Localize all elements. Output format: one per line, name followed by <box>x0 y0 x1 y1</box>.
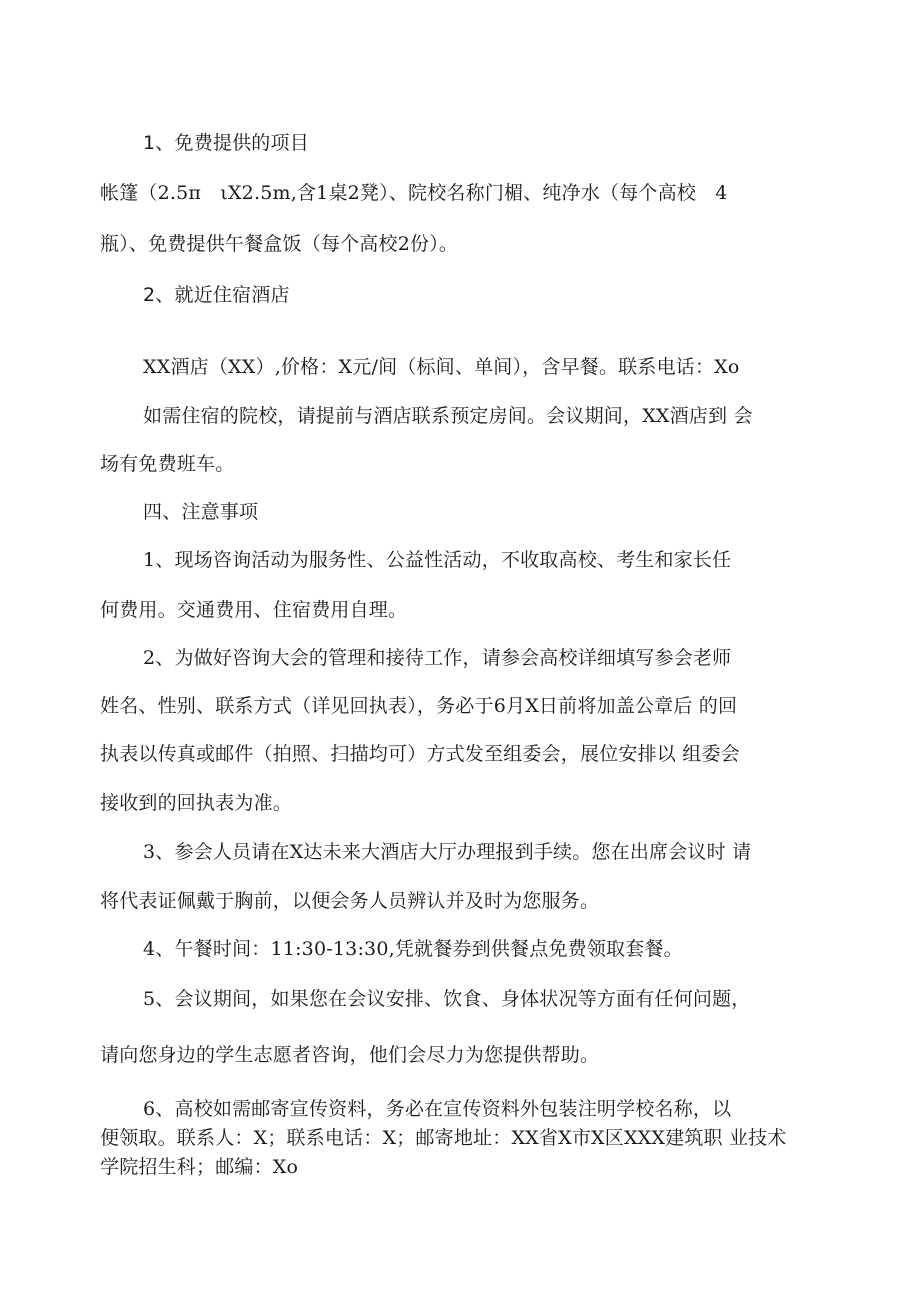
list-item-line: 6、高校如需邮寄宣传资料，务必在宣传资料外包装注明学校名称，以 <box>143 1098 732 1120</box>
list-item-line: 4、午餐时间：11:30-13:30,凭就餐券到供餐点免费领取套餐。 <box>143 938 683 960</box>
list-item-line: 学院招生科；邮编：Xo <box>100 1156 299 1178</box>
list-item-line: 将代表证佩戴于胸前，以便会务人员辨认并及时为您服务。 <box>100 890 600 912</box>
list-item-line: 何费用。交通费用、住宿费用自理。 <box>100 599 408 621</box>
section-heading-notes: 四、注意事项 <box>143 501 259 523</box>
paragraph-line: 场有免费班车。 <box>100 453 235 475</box>
list-item-line: 便领取。联系人：X；联系电话：X；邮寄地址：XX省X市X区XXX建筑职 业技术 <box>100 1127 787 1149</box>
list-item-line: 姓名、性别、联系方式（详见回执表），务必于6月X日前将加盖公章后 的回 <box>100 695 738 717</box>
list-item-line: 1、现场咨询活动为服务性、公益性活动，不收取高校、考生和家长任 <box>143 549 732 571</box>
paragraph-line: 瓶）、免费提供午餐盒饭（每个高校2份）。 <box>100 233 459 255</box>
list-item-line: 5、会议期间，如果您在会议安排、饮食、身体状况等方面有任何问题， <box>143 988 751 1010</box>
section-heading-hotel: 2、就近住宿酒店 <box>143 284 290 306</box>
section-heading-free-items: 1、免费提供的项目 <box>143 132 309 154</box>
list-item-line: 执表以传真或邮件（拍照、扫描均可）方式发至组委会，展位安排以 组委会 <box>100 743 740 765</box>
paragraph-line: 帐篷（2.5π ιX2.5m,含1桌2凳）、院校名称门楣、纯净水（每个高校 4 <box>100 182 728 204</box>
paragraph-line: 如需住宿的院校，请提前与酒店联系预定房间。会议期间，XX酒店到 会 <box>143 405 753 427</box>
paragraph-line: XX酒店（XX）,价格：X元/间（标间、单间），含早餐。联系电话：Xo <box>143 356 740 378</box>
list-item-line: 请向您身边的学生志愿者咨询，他们会尽力为您提供帮助。 <box>100 1044 600 1066</box>
list-item-line: 2、为做好咨询大会的管理和接待工作，请参会高校详细填写参会老师 <box>143 647 732 669</box>
list-item-line: 3、参会人员请在X达未来大酒店大厅办理报到手续。您在出席会议时 请 <box>143 841 752 863</box>
list-item-line: 接收到的回执表为准。 <box>100 792 293 814</box>
